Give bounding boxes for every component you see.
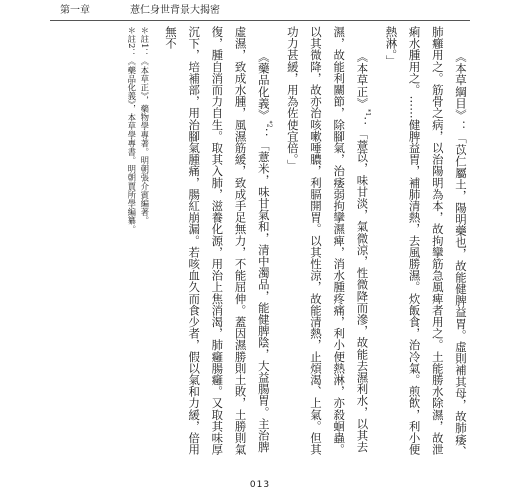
header-rule — [50, 20, 470, 21]
quote-yaopin-huayi: ：「薏米，味甘氣和，清中濁品，能健脾陰，大益腸胃。主治脾虛濕，致成水腫，風濕筋緩，致成手足無力，不能屈伸。蓋因濕勝則土敗，土勝則氣復，腫自消而力自生。取其入肺，滋養化源，用治上焦消渴，肺癰腸癰。又取其味厚沉下，培補部，用治腳氣腫痛，腸紅崩漏。若咳血久而食少者，假以氣和力緩，倍用無不 — [163, 26, 271, 456]
footnote-ref-1: *1 — [364, 109, 372, 117]
paragraph-bencao-zheng — [281, 26, 380, 464]
chapter-title: 薏仁身世背景大揭密 — [130, 5, 220, 16]
footnote-ref-2: *2 — [265, 120, 273, 128]
quote-bencao-zheng: ：「薏苡，味甘淡，氣微涼，性微降而滲，故能去濕利水，以其去濕，故能利關節，除腳氣，治痿弱拘攣濕痺，消水腫疼痛，利小便熱淋，亦殺蛔蟲。以其微降，故亦治咳嗽唾膿，利膈開胃。以其性涼，故能清熱，止煩渴、上氣。但其功力甚緩，用為佐使宜倍。」 — [285, 26, 370, 456]
citation-bencao-zheng: 《本草正》 — [355, 51, 370, 110]
footnote-2: ＊註2：《藥品化義》，本草學專書。明朝賈所學編纂。 — [126, 26, 137, 234]
footnote-1: ＊註1：《本草正》，藥物學專著。明朝張介賓編著。 — [139, 26, 150, 225]
citation-yaopin-huayi: 《藥品化義》 — [256, 51, 271, 121]
vertical-text-body — [52, 26, 472, 464]
paragraph-yaopin-huayi — [159, 26, 281, 464]
chapter-label: 第一章 — [60, 5, 90, 16]
page-number: 013 — [249, 480, 271, 490]
running-header — [0, 0, 520, 22]
paragraph-bencao-gangmu: 《本草綱目》：「苡仁屬土，陽明藥也，故能健脾益胃。虛則補其母，故肺痿、肺癰用之。筋骨之病，以治陽明為本，故拘攣筋急風痺者用之。土能勝水除濕，故泄痢水腫用之。……健脾益胃，補肺清熱，去風勝濕。炊飯食，治冷氣。煎飲，利小便熱淋。」 — [384, 26, 468, 458]
